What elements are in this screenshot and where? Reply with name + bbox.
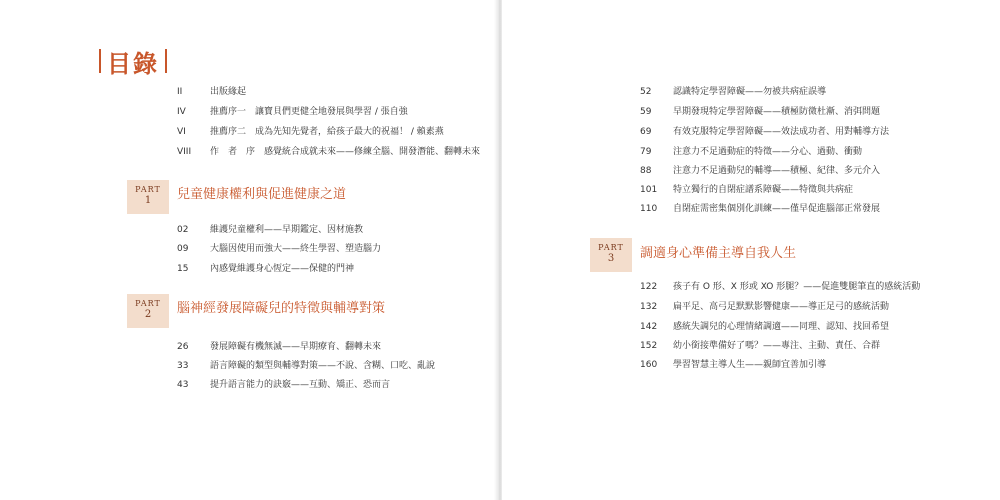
entry-title: 出版緣起	[210, 87, 247, 97]
entry-title: 自閉症需密集個別化訓練——僅早促進腦部正常發展	[673, 204, 881, 214]
part-label: PART	[135, 299, 161, 308]
entry-title: 有效克服特定學習障礙——效法成功者、用對輔導方法	[673, 127, 890, 137]
entry-page-number: 02	[177, 225, 189, 235]
entry-page-number: II	[177, 87, 183, 97]
entry-page-number: VI	[177, 127, 186, 137]
right-page	[502, 0, 1000, 500]
toc-title	[99, 46, 167, 76]
entry-page-number: 110	[640, 204, 658, 214]
entry-page-number: 88	[640, 166, 652, 176]
part-number: 1	[144, 195, 152, 206]
left-page	[0, 0, 498, 500]
entry-page-number: 79	[640, 147, 652, 157]
entry-page-number: 26	[177, 342, 189, 352]
entry-page-number: 43	[177, 380, 189, 390]
entry-page-number: 142	[640, 322, 658, 332]
part-label: PART	[135, 185, 161, 194]
entry-page-number: 160	[640, 360, 658, 370]
entry-title: 大腦因使用而強大——終生學習、塑造腦力	[210, 244, 382, 254]
entry-page-number: VIII	[177, 147, 192, 157]
entry-title: 認識特定學習障礙——勿被共病症誤導	[673, 87, 827, 97]
entry-title: 維護兒童權利——早期鑑定、因材施教	[210, 225, 364, 235]
entry-title: 發展障礙有機無滅——早期療育、翻轉未來	[210, 342, 382, 352]
part-1-heading[interactable]: 兒童健康權利與促進健康之道	[177, 187, 347, 202]
entry-title: 推薦序一 讓寶貝們更健全地發展與學習 / 張自強	[210, 107, 408, 117]
part-1-box	[127, 180, 169, 214]
part-number: 2	[144, 309, 152, 320]
entry-title: 特立獨行的自閉症譜系障礙——特徵與共病症	[673, 185, 854, 195]
title-bar-left	[99, 49, 101, 73]
entry-page-number: IV	[177, 107, 186, 117]
entry-page-number: 122	[640, 282, 658, 292]
part-label: PART	[598, 243, 624, 252]
entry-title: 推薦序二 成為先知先覺者，給孩子最大的祝福！ / 賴素燕	[210, 127, 444, 137]
entry-title: 幼小銜接準備好了嗎？——專注、主動、責任、合群	[673, 341, 881, 351]
entry-title: 早期發現特定學習障礙——積極防微杜漸、消弭問題	[673, 107, 881, 117]
entry-page-number: 101	[640, 185, 658, 195]
entry-title: 扁平足、高弓足默默影響健康——導正足弓的感統活動	[673, 302, 890, 312]
entry-title: 感統失調兒的心理情緒調適——同理、認知、找回希望	[673, 322, 890, 332]
entry-page-number: 52	[640, 87, 652, 97]
entry-title: 注意力不足過動兒的輔導——積極、紀律、多元介入	[673, 166, 881, 176]
entry-page-number: 132	[640, 302, 658, 312]
entry-title: 學習智慧主導人生——親師宜善加引導	[673, 360, 827, 370]
part-3-heading[interactable]: 調適身心準備主導自我人生	[640, 246, 797, 261]
part-number: 3	[607, 253, 615, 264]
part-2-heading[interactable]: 腦神經發展障礙兒的特徵與輔導對策	[177, 301, 386, 316]
entry-title: 注意力不足過動症的特徵——分心、過動、衝動	[673, 147, 863, 157]
entry-page-number: 59	[640, 107, 652, 117]
entry-title: 提升語言能力的訣竅——互動、矯正、恐而言	[210, 380, 391, 390]
part-2-box	[127, 294, 169, 328]
entry-title: 語言障礙的類型與輔導對策——不說、含糊、口吃、亂說	[210, 361, 436, 371]
toc-title-text: 目錄	[107, 49, 159, 78]
part-3-box	[590, 238, 632, 272]
entry-page-number: 152	[640, 341, 658, 351]
entry-page-number: 69	[640, 127, 652, 137]
title-bar-right	[165, 49, 167, 73]
entry-title: 內感覺維護身心恆定——保健的門神	[210, 264, 355, 274]
entry-page-number: 33	[177, 361, 189, 371]
entry-page-number: 09	[177, 244, 189, 254]
entry-title: 孩子有 O 形、X 形或 XO 形腿？——促進雙腿筆直的感統活動	[673, 282, 921, 292]
entry-page-number: 15	[177, 264, 189, 274]
entry-title: 作 者 序 感覺統合成就未來——修練全腦、開發潛能、翻轉未來	[210, 147, 481, 157]
